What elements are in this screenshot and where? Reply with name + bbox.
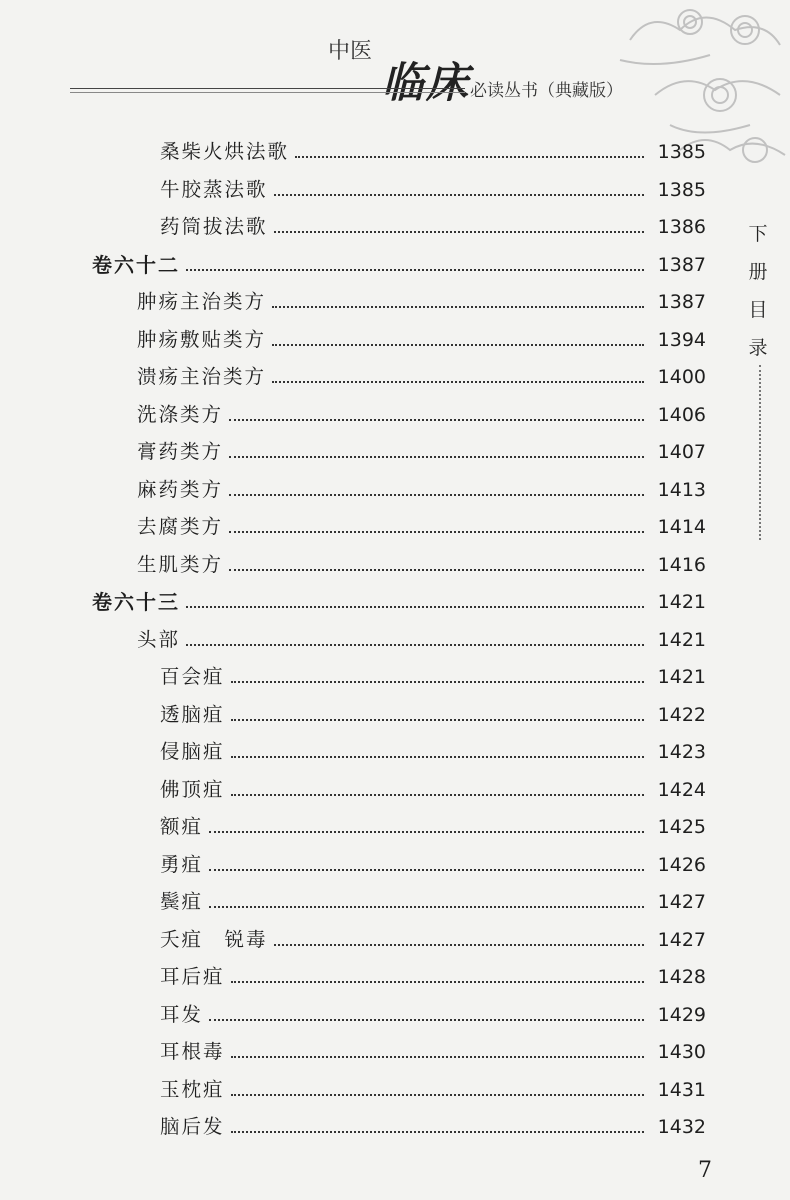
dot-leader <box>231 1131 644 1133</box>
toc-entry-row <box>137 616 706 652</box>
toc-entry-title: 耳根毒 <box>160 1040 225 1063</box>
toc-entry-page: 1407 <box>657 441 706 463</box>
toc-entry-page: 1430 <box>657 1041 706 1063</box>
dot-leader <box>272 344 644 346</box>
dot-leader <box>231 719 644 721</box>
dot-leader <box>186 606 644 608</box>
dot-leader <box>186 644 644 646</box>
side-tab-char: 目 <box>748 299 768 321</box>
toc-entry-page: 1414 <box>657 516 706 538</box>
toc-entry-page: 1426 <box>657 853 706 876</box>
side-tab-char: 录 <box>748 337 768 359</box>
toc-entry-row <box>137 353 706 389</box>
dot-leader <box>209 831 644 833</box>
toc-entry-row <box>160 841 706 877</box>
toc-entry-page: 1421 <box>657 666 706 688</box>
dot-leader <box>274 194 644 196</box>
toc-entry-page: 1427 <box>657 928 706 951</box>
dot-leader <box>272 306 644 308</box>
toc-entry-page: 1386 <box>657 216 706 238</box>
dot-leader <box>209 1019 644 1021</box>
toc-entry-title: 百会疽 <box>160 665 225 688</box>
dot-leader <box>231 756 644 758</box>
toc-entry-page: 1394 <box>657 328 706 351</box>
running-header <box>70 30 680 107</box>
side-dotted-line <box>759 365 761 540</box>
dot-leader <box>274 944 644 946</box>
toc-entry-title: 夭疽 锐毒 <box>160 927 268 951</box>
toc-volume-row <box>92 241 706 277</box>
toc-entry-title: 生肌类方 <box>137 552 224 576</box>
toc-entry-row <box>137 316 706 352</box>
toc-entry-row <box>160 166 706 202</box>
toc-entry-row <box>137 278 706 314</box>
toc-entry-row <box>137 503 706 539</box>
toc-entry-page: 1385 <box>657 178 706 201</box>
series-brand-small: 中医 <box>328 39 373 64</box>
dot-leader <box>274 231 644 233</box>
dot-leader <box>229 494 644 496</box>
toc-entry-row <box>160 653 706 689</box>
toc-entry-row <box>160 803 706 839</box>
toc-entry-page: 1385 <box>657 141 706 163</box>
toc-entry-page: 1406 <box>657 403 706 426</box>
dot-leader <box>231 1094 644 1096</box>
dot-leader <box>229 569 644 571</box>
toc-entry-page: 1421 <box>657 628 706 651</box>
dot-leader <box>229 456 644 458</box>
dot-leader <box>231 681 644 683</box>
toc-entry-row <box>160 878 706 914</box>
toc-entry-page: 1425 <box>657 816 706 838</box>
toc-volume-row <box>92 578 706 614</box>
series-brand-large: 临床 <box>382 58 471 107</box>
toc-entry-page: 1413 <box>657 478 706 501</box>
toc-entry-row <box>160 728 706 764</box>
toc-entry-title: 膏药类方 <box>137 440 224 463</box>
dot-leader <box>229 419 644 421</box>
toc-entry-row <box>137 541 706 577</box>
dot-leader <box>186 269 644 271</box>
toc-entry-row <box>160 203 706 239</box>
toc-entry-page: 1387 <box>657 253 706 276</box>
side-tab-char: 册 <box>748 261 768 283</box>
page-number: 7 <box>698 1158 712 1183</box>
toc-entry-title: 肿疡主治类方 <box>137 290 267 313</box>
toc-entry-page: 1427 <box>657 891 706 913</box>
toc-entry-title: 勇疽 <box>160 852 204 876</box>
toc-entry-row <box>160 766 706 802</box>
dot-leader <box>229 531 644 533</box>
toc-entry-page: 1431 <box>657 1078 706 1101</box>
toc-entry-page: 1387 <box>657 291 706 313</box>
toc-entry-row <box>137 391 706 427</box>
toc-entry-title: 麻药类方 <box>137 477 224 501</box>
toc-entry-page: 1421 <box>657 591 706 613</box>
toc-entry-page: 1423 <box>657 741 706 763</box>
dot-leader <box>231 981 644 983</box>
toc-entry-title: 洗涤类方 <box>137 402 224 426</box>
toc-entry-title: 鬓疽 <box>160 890 204 913</box>
toc-entry-title: 玉枕疽 <box>160 1077 225 1101</box>
toc-entry-page: 1432 <box>657 1116 706 1138</box>
toc-entry-title: 透脑疽 <box>160 702 225 726</box>
dot-leader <box>209 906 644 908</box>
toc-entry-title: 肿疡敷贴类方 <box>137 327 267 351</box>
toc-entry-page: 1416 <box>657 553 706 576</box>
toc-entry-row <box>160 1028 706 1064</box>
toc-entry-row <box>137 466 706 502</box>
toc-entry-row <box>160 953 706 989</box>
toc-entry-title: 桑柴火烘法歌 <box>160 140 290 163</box>
series-title: 必读丛书（典藏版） <box>470 81 623 101</box>
header-rule <box>70 88 465 89</box>
toc-entry-page: 1429 <box>657 1003 706 1026</box>
side-tab-char: 下 <box>748 223 768 245</box>
toc-entry-row <box>137 428 706 464</box>
toc-entry-title: 额疽 <box>160 815 204 838</box>
toc-entry-title: 耳发 <box>160 1002 204 1026</box>
toc-entry-title: 药筒拔法歌 <box>160 215 268 238</box>
dot-leader <box>231 794 644 796</box>
toc-entry-title: 溃疡主治类方 <box>137 365 267 388</box>
toc-entry-row <box>160 916 706 952</box>
dot-leader <box>231 1056 644 1058</box>
toc-entry-title: 耳后疽 <box>160 965 225 988</box>
dot-leader <box>272 381 644 383</box>
header-rule-thin <box>70 92 465 93</box>
toc-entry-title: 卷六十二 <box>92 252 180 277</box>
toc-entry-row <box>160 1066 706 1102</box>
toc-entry-title: 佛顶疽 <box>160 777 225 801</box>
toc-entry-title: 脑后发 <box>160 1115 225 1138</box>
toc-entry-row <box>160 691 706 727</box>
dot-leader <box>209 869 644 871</box>
toc-entry-page: 1424 <box>657 778 706 801</box>
toc-entry-title: 去腐类方 <box>137 515 224 538</box>
toc-entry-page: 1400 <box>657 366 706 388</box>
toc-entry-title: 牛胶蒸法歌 <box>160 177 268 201</box>
toc-entry-page: 1422 <box>657 703 706 726</box>
toc-entry-title: 侵脑疽 <box>160 740 225 763</box>
toc-entry-title: 头部 <box>137 627 181 651</box>
toc-entry-page: 1428 <box>657 966 706 988</box>
toc-entry-row <box>160 1103 706 1139</box>
toc-entry-title: 卷六十三 <box>92 590 180 614</box>
side-section-tab <box>748 215 768 367</box>
dot-leader <box>295 156 644 158</box>
toc-entry-row <box>160 128 706 164</box>
toc-entry-row <box>160 991 706 1027</box>
